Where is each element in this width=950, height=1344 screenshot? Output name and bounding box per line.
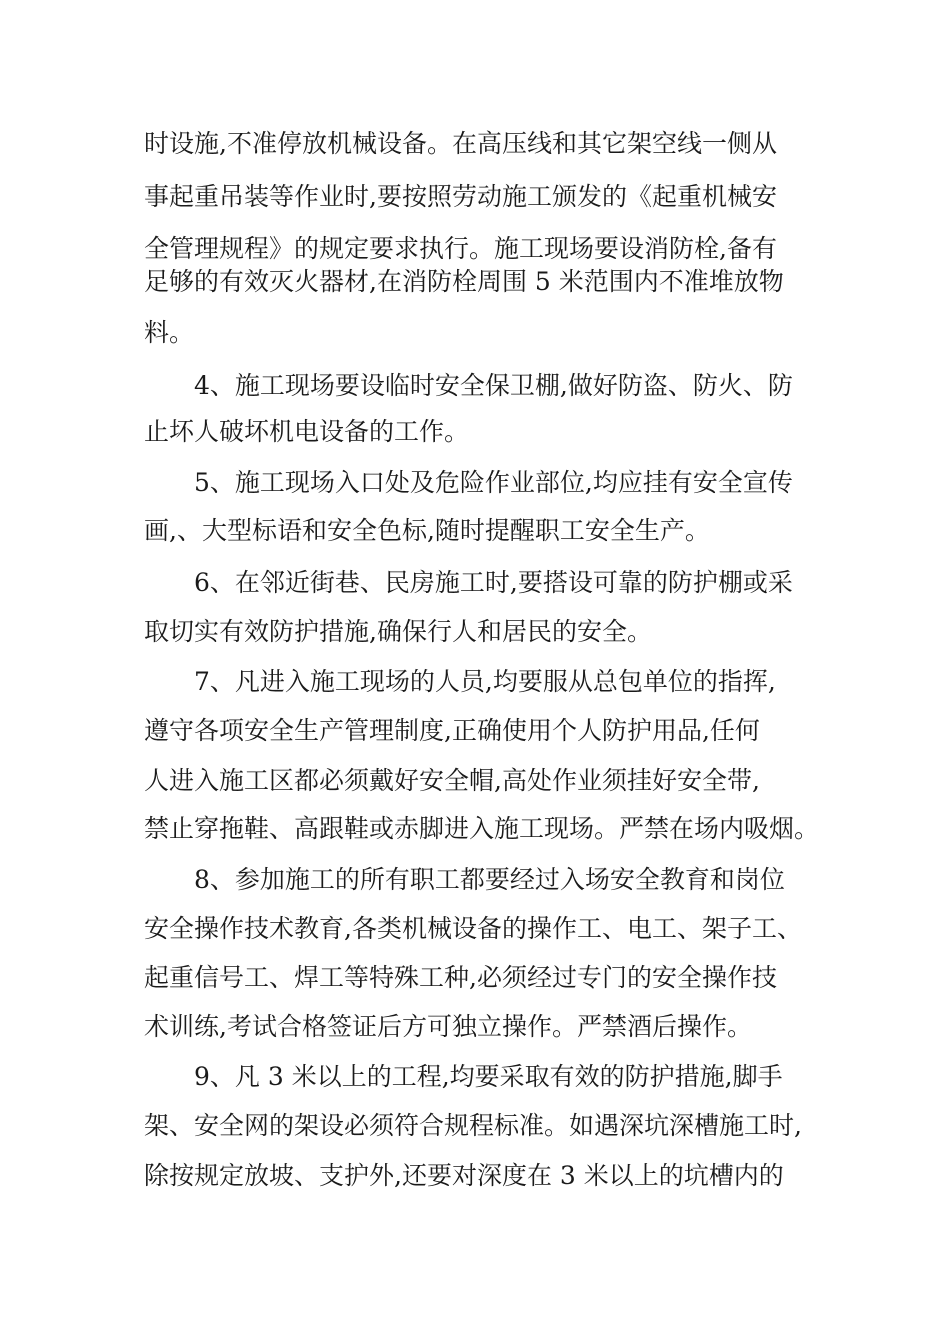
text-line: 术训练,考试合格签证后方可独立操作。严禁酒后操作。 bbox=[144, 1012, 752, 1041]
text-line: 9、凡 3 米以上的工程,均要采取有效的防护措施,脚手 bbox=[194, 1062, 783, 1091]
text-line: 6、在邻近街巷、民房施工时,要搭设可靠的防护棚或采 bbox=[194, 568, 793, 597]
text-line: 7、凡进入施工现场的人员,均要服从总包单位的指挥, bbox=[194, 667, 776, 696]
text-line: 取切实有效防护措施,确保行人和居民的安全。 bbox=[144, 617, 652, 646]
text-line: 架、安全网的架设必须符合规程标准。如遇深坑深槽施工时, bbox=[144, 1111, 802, 1140]
text-line: 安全操作技术教育,各类机械设备的操作工、电工、架子工、 bbox=[144, 914, 802, 943]
text-line: 禁止穿拖鞋、高跟鞋或赤脚进入施工现场。严禁在场内吸烟。 bbox=[144, 814, 820, 843]
text-line: 除按规定放坡、支护外,还要对深度在 3 米以上的坑槽内的 bbox=[144, 1161, 784, 1190]
text-line: 起重信号工、焊工等特殊工种,必须经过专门的安全操作技 bbox=[144, 963, 777, 992]
text-line: 4、施工现场要设临时安全保卫棚,做好防盗、防火、防 bbox=[194, 371, 793, 400]
text-line: 8、参加施工的所有职工都要经过入场安全教育和岗位 bbox=[194, 865, 785, 894]
text-line: 止坏人破坏机电设备的工作。 bbox=[144, 417, 470, 446]
text-line: 事起重吊装等作业时,要按照劳动施工颁发的《起重机械安 bbox=[144, 182, 777, 211]
text-line: 5、施工现场入口处及危险作业部位,均应挂有安全宣传 bbox=[194, 468, 793, 497]
text-line: 全管理规程》的规定要求执行。施工现场要设消防栓,备有 bbox=[144, 234, 777, 263]
text-line: 遵守各项安全生产管理制度,正确使用个人防护用品,任何 bbox=[144, 716, 760, 745]
text-line: 时设施,不准停放机械设备。在高压线和其它架空线一侧从 bbox=[144, 129, 777, 158]
text-line: 画,、大型标语和安全色标,随时提醒职工安全生产。 bbox=[144, 516, 710, 545]
text-line: 人进入施工区都必须戴好安全帽,高处作业须挂好安全带, bbox=[144, 766, 760, 795]
text-line: 足够的有效灭火器材,在消防栓周围 5 米范围内不准堆放物 bbox=[144, 267, 784, 296]
text-line: 料。 bbox=[144, 318, 195, 347]
